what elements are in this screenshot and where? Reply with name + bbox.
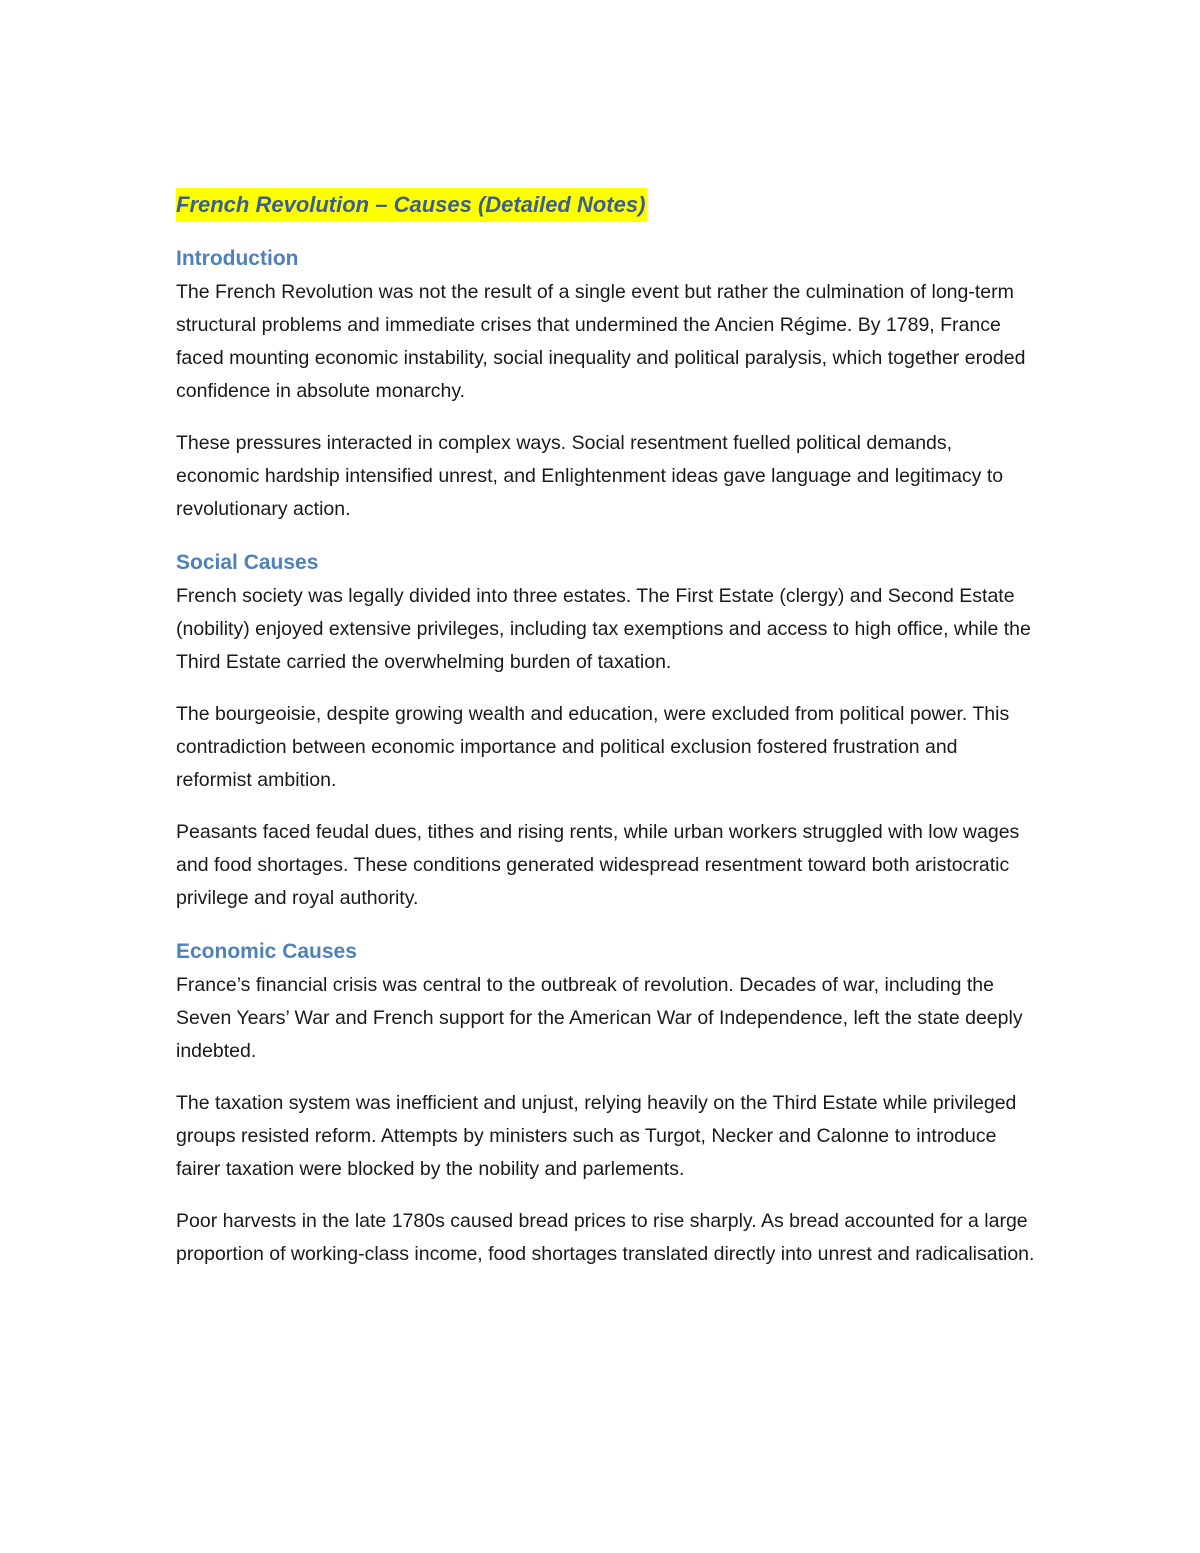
- section-heading-social-causes: Social Causes: [176, 551, 319, 574]
- section-introduction: [176, 242, 1036, 526]
- paragraph: France’s financial crisis was central to the outbreak of revolution. Decades of war, including the Seven Years’ War and French support for the American War of Independence, left the state deeply indebted.: [176, 974, 1023, 1062]
- document-title: French Revolution – Causes (Detailed Notes): [176, 188, 647, 222]
- section-heading-economic-causes: Economic Causes: [176, 940, 357, 963]
- paragraph: Peasants faced feudal dues, tithes and rising rents, while urban workers struggled with low wages and food shortages. These conditions generated widespread resentment toward both aristocratic privilege and royal authority.: [176, 821, 1020, 909]
- paragraph: The bourgeoisie, despite growing wealth and education, were excluded from political power. This contradiction between economic importance and political exclusion fostered frustration and reformist ambition.: [176, 703, 1010, 791]
- document-page: [176, 188, 1036, 1271]
- section-social-causes: [176, 546, 1036, 915]
- paragraph: The taxation system was inefficient and unjust, relying heavily on the Third Estate while privileged groups resisted reform. Attempts by ministers such as Turgot, Necker and Calonne to introduce fairer taxation were blocked by the nobility and parlements.: [176, 1092, 1017, 1180]
- paragraph: The French Revolution was not the result of a single event but rather the culmination of long-term structural problems and immediate crises that undermined the Ancien Régime. By 1789, France faced mounting economic instability, social inequality and political paralysis, which together eroded confidence in absolute monarchy.: [176, 281, 1026, 402]
- paragraph: These pressures interacted in complex ways. Social resentment fuelled political demands, economic hardship intensified unrest, and Enlightenment ideas gave language and legitimacy to revolutionary action.: [176, 432, 1004, 520]
- section-economic-causes: [176, 935, 1036, 1271]
- paragraph: French society was legally divided into three estates. The First Estate (clergy) and Second Estate (nobility) enjoyed extensive privileges, including tax exemptions and access to high office, while the Third Estate carried the overwhelming burden of taxation.: [176, 585, 1031, 673]
- paragraph: Poor harvests in the late 1780s caused bread prices to rise sharply. As bread accounted for a large proportion of working-class income, food shortages translated directly into unrest and radicalisation.: [176, 1210, 1035, 1265]
- section-heading-introduction: Introduction: [176, 247, 299, 270]
